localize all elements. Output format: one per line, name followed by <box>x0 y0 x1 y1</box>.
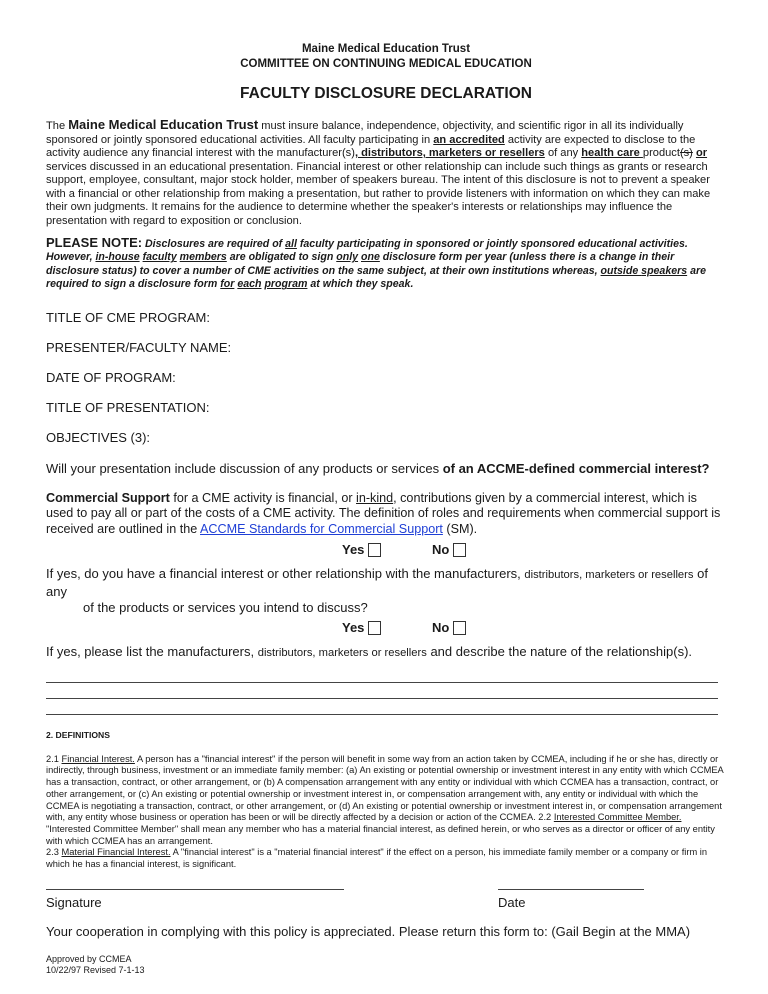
signature-line[interactable] <box>46 889 344 890</box>
document-page <box>46 0 726 977</box>
intro-struck: (s) <box>679 147 693 159</box>
answer-line-2[interactable] <box>46 698 718 699</box>
intro-org: Maine Medical Education Trust <box>68 117 259 132</box>
intro-text: services discussed in an educational presentation. Financial interest or other relationship can include such things as grants or research support, employee, consultant, major stock holder, member of speakers bureau. The intent of this disclosure is not to prevent a speaker with a financial or other relationship from making a presentation, but rather to provide listeners with information on which they can make their own judgments. It remains for the audience to determine whether the speaker's interests or relationships may influence the presentation with regard to exposition or conclusion. <box>46 160 711 227</box>
note-text: program <box>264 278 308 291</box>
question-list-relationships <box>46 644 726 662</box>
signature-row <box>46 889 726 911</box>
note-text: disclosure form per year (unless there is a change in their disclosure status) to cover a number of CME activities on the same subject, at their own institutions whereas, <box>46 251 675 277</box>
question-commercial-interest <box>46 461 726 476</box>
def-term: Financial Interest. <box>61 753 135 764</box>
note-text: for <box>220 278 235 291</box>
answer-line-1[interactable] <box>46 682 718 683</box>
commercial-text: , contributions given by a commercial interest, which is used to pay all or part of the costs of a CME activity. The definition of roles and requirements when commercial support is received are outlined in the <box>46 490 721 536</box>
no-checkbox-2[interactable] <box>453 621 466 635</box>
intro-distributors: , distributors, marketers or resellers <box>354 147 545 159</box>
intro-health-care: health care <box>581 147 643 159</box>
note-text: Disclosures are required of <box>142 238 286 250</box>
commercial-support-paragraph <box>46 491 726 538</box>
note-text: faculty <box>142 251 177 264</box>
yes-label: Yes <box>342 620 365 636</box>
no-checkbox-1[interactable] <box>453 543 466 557</box>
no-option-2[interactable] <box>432 620 466 635</box>
field-presentation-title[interactable]: TITLE OF PRESENTATION: <box>46 399 210 415</box>
note-text: members <box>179 251 227 264</box>
question-financial-interest <box>46 566 726 615</box>
yes-no-row-2 <box>46 620 726 636</box>
date-label: Date <box>498 894 526 910</box>
yes-checkbox-1[interactable] <box>368 543 381 557</box>
note-text: at which they speak. <box>307 278 414 291</box>
note-label: PLEASE NOTE: <box>46 235 143 250</box>
commercial-text: for a CME activity is financial, or <box>169 490 357 505</box>
approved-by: Approved by CCMEA <box>46 953 132 964</box>
field-cme-program-title[interactable]: TITLE OF CME PROGRAM: <box>46 309 210 325</box>
def-term: Interested Committee Member. <box>553 812 682 823</box>
note-text: faculty participating in sponsored or jointly sponsored educational activities. However, <box>46 238 688 264</box>
note-text: only <box>336 251 359 264</box>
note-text: one <box>361 251 380 264</box>
yes-label: Yes <box>342 542 365 558</box>
accme-standards-link[interactable]: ACCME Standards for Commercial Support <box>200 521 443 536</box>
question-text: of any <box>46 566 708 599</box>
def-term: Material Financial Interest. <box>61 847 171 858</box>
def-text: "Interested Committee Member" shall mean any member who has a material financial interest, as defined herein, or who serves as a director or officer of any entity with which CCMEA has an arrangement. <box>46 824 715 846</box>
no-label: No <box>432 542 450 558</box>
commercial-text: (SM). <box>442 521 478 536</box>
field-program-date[interactable]: DATE OF PROGRAM: <box>46 369 176 385</box>
answer-line-3[interactable] <box>46 714 718 715</box>
no-label: No <box>432 620 450 636</box>
date-line[interactable] <box>498 889 644 890</box>
def-text: 2.1 <box>46 753 62 764</box>
intro-text: product <box>642 147 680 159</box>
intro-text: activity are expected to disclose to the activity audience any financial interest with the manufacturer(s) <box>46 133 696 159</box>
intro-text: must insure balance, independence, objectivity, and scientific rigor in all its individually sponsored or jointly sponsored educational activities. All faculty participating in <box>46 120 684 146</box>
note-text: each <box>237 278 262 291</box>
intro-paragraph <box>46 118 726 228</box>
yes-option-1[interactable] <box>342 542 381 557</box>
question-small: distributors, marketers or resellers <box>257 647 427 660</box>
intro-accredited: an accredited <box>433 133 505 146</box>
answer-lines <box>46 682 726 715</box>
committee-name: COMMITTEE ON CONTINUING MEDICAL EDUCATION <box>240 58 532 70</box>
note-text: are obligated to sign <box>226 251 337 264</box>
definitions-text <box>46 754 726 871</box>
def-text: A person has a "financial interest" if the person will benefit in some way from an action taken by CCMEA, including if he or she has, directly or indirectly, through business, investment or an immediate family member: (a) An existing or potential ownership or investment interest in any entity with which CCMEA has a transaction, contract, or other arrangement, or (b) A compensation arrangement with any entity or individual with which CCMEA has a transaction, contract, or other arrangement, or (c) An existing or potential ownership or investment interest in, or compensation arrangement with, any entity or individual with which the CCMEA is negotiating a transaction, contract, or other arrangement, or (d) An existing or potential ownership or investment interest in, or compensation arrangement with, any entity whose business or operation has been or will be directly affected by a decision or action of the CCMEA. 2.2 <box>46 753 724 823</box>
def-text: A "financial interest" is a "material financial interest" if the effect on a person, his immediate family member or a company or firm in which he has a financial interest, is significant. <box>46 847 708 870</box>
def-text: 2.3 <box>46 847 62 858</box>
definitions-heading: 2. DEFINITIONS <box>46 729 110 740</box>
question-bold: of an ACCME-defined commercial interest? <box>442 460 710 476</box>
question-text: and describe the nature of the relationship(s). <box>426 644 693 660</box>
note-text: all <box>285 238 297 250</box>
revision-date: 10/22/97 Revised 7-1-13 <box>46 965 145 976</box>
program-fields <box>46 310 726 445</box>
intro-text: of any <box>544 147 582 159</box>
note-text: outside <box>600 264 642 277</box>
please-note-paragraph <box>46 236 726 292</box>
no-option-1[interactable] <box>432 542 466 557</box>
question-text: If yes, do you have a financial interest or other relationship with the manufacturers, <box>46 566 525 582</box>
note-text: speakers <box>641 264 688 277</box>
field-objectives[interactable]: OBJECTIVES (3): <box>46 429 151 445</box>
org-name: Maine Medical Education Trust <box>301 43 471 55</box>
question-small: distributors, marketers or resellers <box>524 569 694 582</box>
signature-label: Signature <box>46 894 102 910</box>
yes-no-row-1 <box>46 542 726 558</box>
field-presenter-name[interactable]: PRESENTER/FACULTY NAME: <box>46 339 232 355</box>
intro-text: The <box>46 120 69 132</box>
intro-or: or <box>695 147 708 159</box>
yes-checkbox-2[interactable] <box>368 621 381 635</box>
question-text: If yes, please list the manufacturers, <box>46 644 258 660</box>
question-text: Will your presentation include discussion of any products or services <box>46 460 443 476</box>
commercial-bold: Commercial Support <box>46 490 170 505</box>
approval-info <box>46 954 726 977</box>
note-text: are required to sign a disclosure form <box>46 264 706 291</box>
commercial-inkind: in-kind <box>356 490 394 505</box>
page-title: FACULTY DISCLOSURE DECLARATION <box>240 85 532 102</box>
question-text: of the products or services you intend to discuss? <box>83 599 368 615</box>
cooperation-note: Your cooperation in complying with this policy is appreciated. Please return this form to: (Gail Begin at the MMA) <box>46 923 691 939</box>
note-text: in-house <box>95 251 140 264</box>
yes-option-2[interactable] <box>342 620 381 635</box>
